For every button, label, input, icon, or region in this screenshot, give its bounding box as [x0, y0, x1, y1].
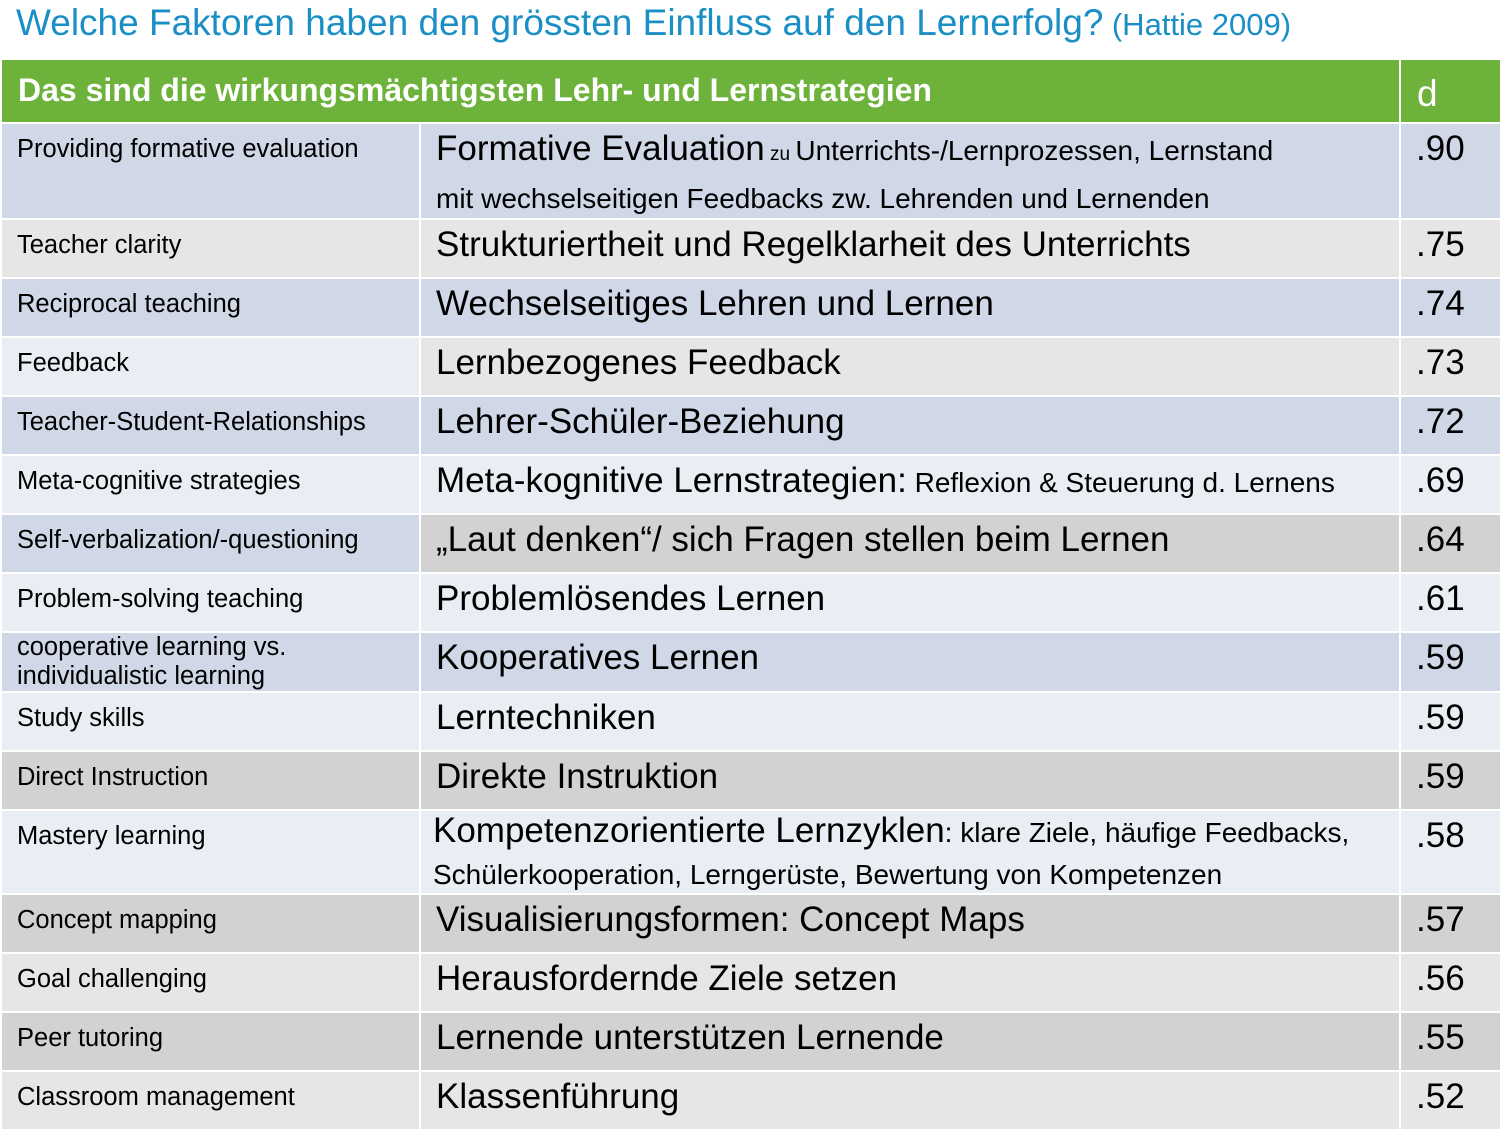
table-header-row: [1, 59, 1500, 123]
row-german-label: Klassenführung: [420, 1071, 1400, 1130]
row-english-label: Peer tutoring: [1, 1012, 420, 1071]
row-english-label: Reciprocal teaching: [1, 278, 420, 337]
table-row: [1, 123, 1500, 219]
row-english-label: Mastery learning: [1, 810, 420, 894]
row-effect-size: .61: [1400, 573, 1500, 632]
table-row: [1, 455, 1500, 514]
row-german-label: Direkte Instruktion: [420, 751, 1400, 810]
strategies-table: [0, 58, 1500, 1131]
row-english-label: cooperative learning vs. individualistic learning: [1, 632, 420, 692]
row-effect-size: .73: [1400, 337, 1500, 396]
row-german-label: Kompetenzorientierte Lernzyklen: klare Ziele, häufige Feedbacks, Schülerkooperation, Lerngerüste, Bewertung von Kompetenzen: [420, 810, 1400, 894]
table-row: [1, 751, 1500, 810]
row-german-label: Lerntechniken: [420, 692, 1400, 751]
row-english-label: Goal challenging: [1, 953, 420, 1012]
table-row: [1, 1012, 1500, 1071]
table-row: [1, 573, 1500, 632]
title-main: Welche Faktoren haben den grössten Einfluss auf den Lernerfolg?: [16, 2, 1104, 43]
row-effect-size: .52: [1400, 1071, 1500, 1130]
table-row: [1, 692, 1500, 751]
table-header-d: d: [1400, 59, 1500, 123]
row-effect-size: .72: [1400, 396, 1500, 455]
row-german-label: Lernbezogenes Feedback: [420, 337, 1400, 396]
table-row: [1, 514, 1500, 573]
row-english-label: Providing formative evaluation: [1, 123, 420, 219]
table-row: [1, 278, 1500, 337]
row-effect-size: .57: [1400, 894, 1500, 953]
table-row: [1, 337, 1500, 396]
row-english-label: Concept mapping: [1, 894, 420, 953]
row-english-label: Teacher-Student-Relationships: [1, 396, 420, 455]
table-header-title: Das sind die wirkungsmächtigsten Lehr- und Lernstrategien: [1, 59, 1400, 123]
page-title: [16, 2, 1496, 54]
row-english-label: Classroom management: [1, 1071, 420, 1130]
row-effect-size: .69: [1400, 455, 1500, 514]
row-german-label: Meta-kognitive Lernstrategien: Reflexion & Steuerung d. Lernens: [420, 455, 1400, 514]
row-english-label: Feedback: [1, 337, 420, 396]
table-row: [1, 894, 1500, 953]
row-effect-size: .58: [1400, 810, 1500, 894]
row-german-label: „Laut denken“/ sich Fragen stellen beim Lernen: [420, 514, 1400, 573]
table-row: [1, 810, 1500, 894]
row-english-label: Self-verbalization/-questioning: [1, 514, 420, 573]
table-row: [1, 396, 1500, 455]
row-german-label: Lehrer-Schüler-Beziehung: [420, 396, 1400, 455]
row-effect-size: .75: [1400, 219, 1500, 278]
row-english-label: Study skills: [1, 692, 420, 751]
row-german-label: Lernende unterstützen Lernende: [420, 1012, 1400, 1071]
row-effect-size: .59: [1400, 632, 1500, 692]
row-english-label: Meta-cognitive strategies: [1, 455, 420, 514]
row-english-label: Teacher clarity: [1, 219, 420, 278]
table-row: [1, 219, 1500, 278]
row-german-label: Visualisierungsformen: Concept Maps: [420, 894, 1400, 953]
row-effect-size: .64: [1400, 514, 1500, 573]
row-german-label: Kooperatives Lernen: [420, 632, 1400, 692]
title-source: (Hattie 2009): [1111, 7, 1292, 42]
row-german-label: Problemlösendes Lernen: [420, 573, 1400, 632]
row-effect-size: .59: [1400, 692, 1500, 751]
row-german-label: Wechselseitiges Lehren und Lernen: [420, 278, 1400, 337]
row-german-label: Strukturiertheit und Regelklarheit des Unterrichts: [420, 219, 1400, 278]
row-effect-size: .90: [1400, 123, 1500, 219]
row-english-label: Direct Instruction: [1, 751, 420, 810]
row-effect-size: .59: [1400, 751, 1500, 810]
row-effect-size: .56: [1400, 953, 1500, 1012]
row-german-label: Herausfordernde Ziele setzen: [420, 953, 1400, 1012]
row-german-label: Formative Evaluation zu Unterrichts-/Lernprozessen, Lernstand mit wechselseitigen Feedbacks zw. Lehrenden und Lernenden: [420, 123, 1400, 219]
table-row: [1, 1071, 1500, 1130]
row-english-label: Problem-solving teaching: [1, 573, 420, 632]
row-effect-size: .74: [1400, 278, 1500, 337]
table-row: [1, 953, 1500, 1012]
row-effect-size: .55: [1400, 1012, 1500, 1071]
table-row: [1, 632, 1500, 692]
